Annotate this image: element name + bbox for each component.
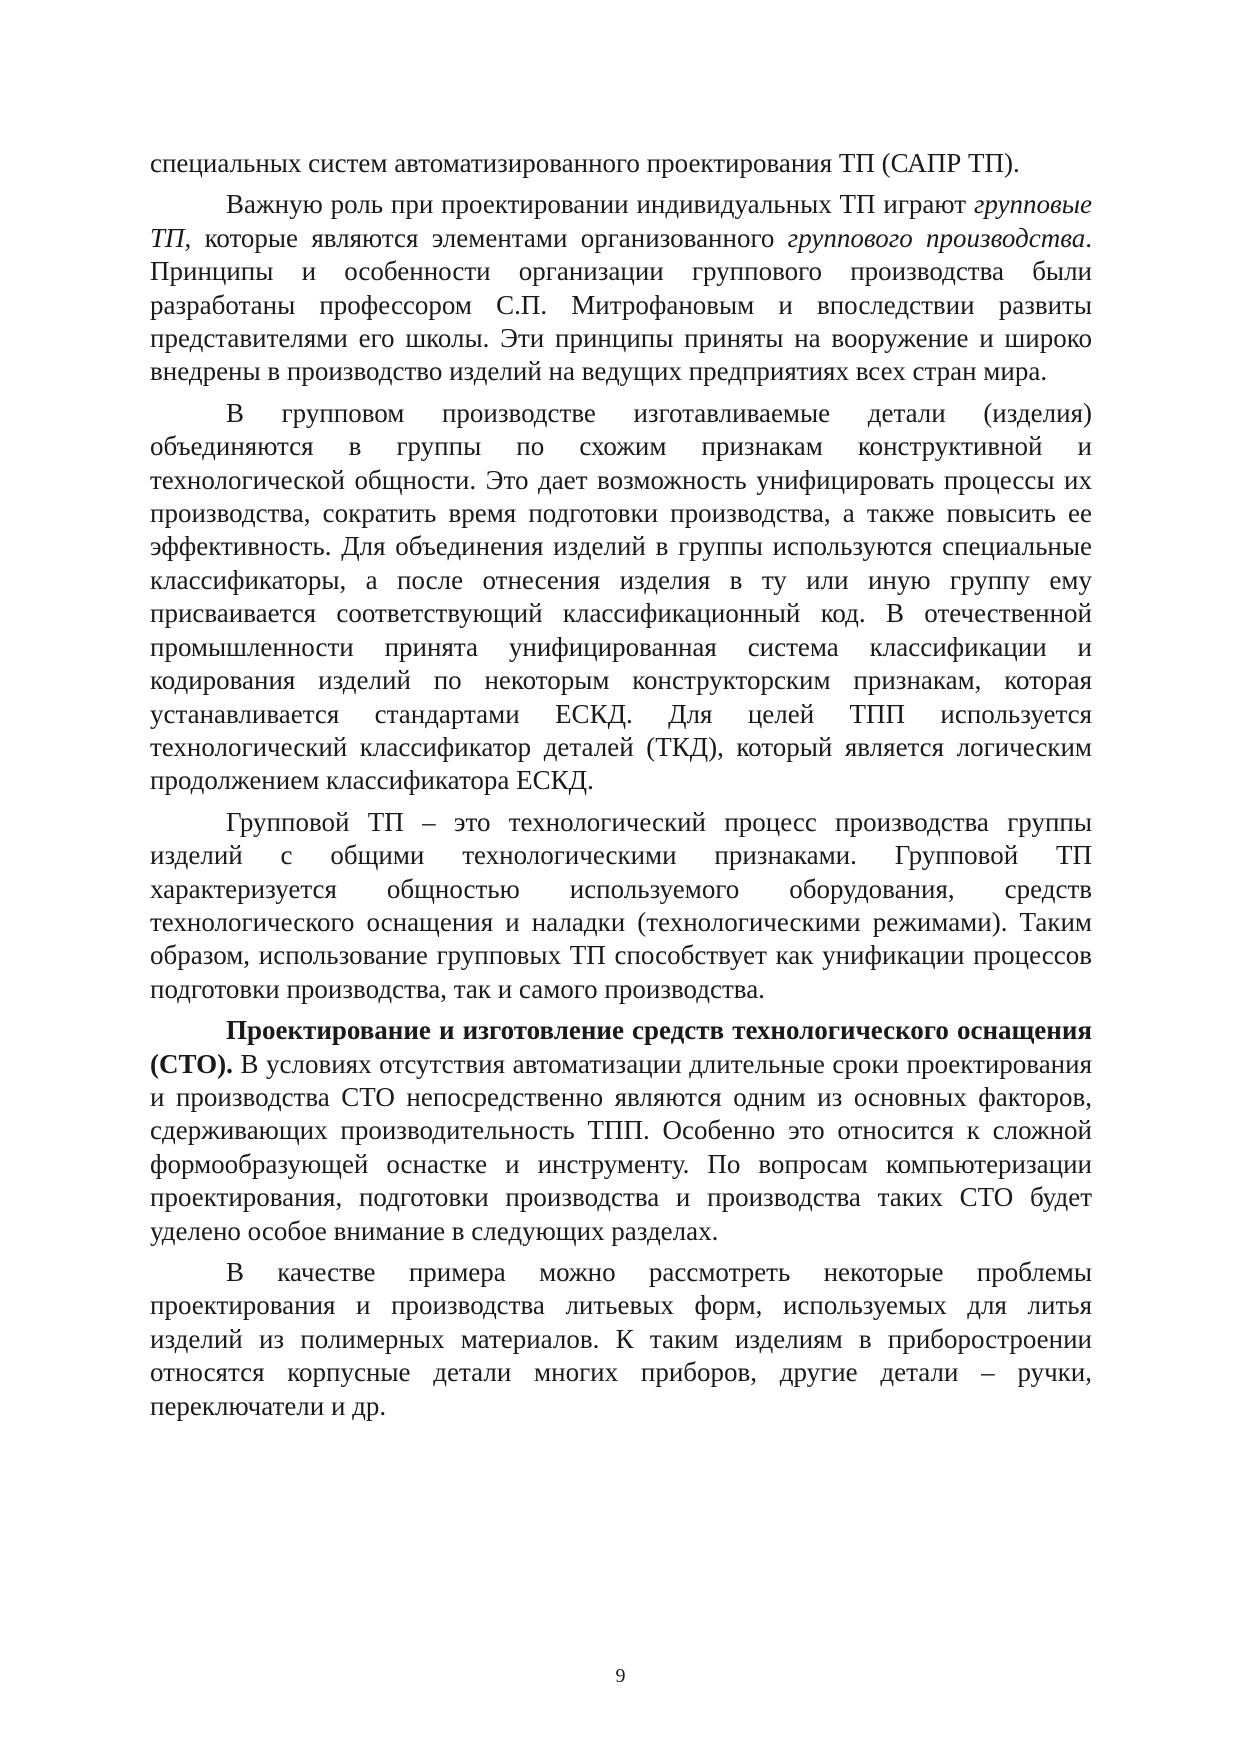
paragraph-text: Важную роль при проектировании индивидуальных ТП играют [226,189,974,220]
paragraph-sto [150,1014,1092,1248]
paragraph-group-tp-definition [150,806,1092,1006]
paragraph-text: В качестве примера можно рассмотреть некоторые проблемы проектирования и производства литьевых форм, используемых для литья изделий из полимерных материалов. К таким изделиям в приборостроении относятся корпусные детали многих приборов, другие детали – ручки, переключатели и др. [150,1257,1092,1421]
body-text [150,147,1092,1423]
italic-term-group-tp: групповые ТП [150,189,1092,253]
paragraph-text: специальных систем автоматизированного проектирования ТП (САПР ТП). [150,148,1020,178]
paragraph-group-production [150,397,1092,798]
paragraph-molds-example [150,1256,1092,1423]
paragraph-text: , которые являются элементами организованного [184,222,788,253]
paragraph-text: В групповом производстве изготавливаемые детали (изделия) объединяются в группы по схожим признакам конструктивной и технологической общности. Это дает возможность унифицировать процессы их производства, сократить время подготовки производства, а также повысить ее эффективность. Для объединения изделий в группы используются специальные классификаторы, а после отнесения изделия в ту или иную группу ему присваивается соответствующий классификационный код. В отечественной промышленности принята унифицированная система классификации и кодирования изделий по некоторым конструкторским признакам, которая устанавливается стандартами ЕСКД. Для целей ТПП используется технологический классификатор деталей (ТКД), который является логическим продолжением классификатора ЕСКД. [150,397,1092,796]
paragraph-continuation [150,147,1092,180]
paragraph-text: . Принципы и особенности организации группового производства были разработаны профессором С.П. Митрофановым и впоследствии развиты представителями его школы. Эти принципы приняты на вооружение и широко внедрены в производство изделий на ведущих предприятиях всех стран мира. [150,222,1093,387]
italic-term-group-production: группового производства [787,222,1086,253]
paragraph-text: В условиях отсутствия автоматизации длительные сроки проектирования и производства СТО непосредственно являются одним из основных факторов, сдерживающих производительность ТПП. Особенно это относится к сложной формообразующей оснастке и инструменту. По вопросам компьютеризации проектирования, подготовки производства и производства таких СТО будет уделено особое внимание в следующих разделах. [150,1048,1092,1246]
page-number: 9 [615,1665,626,1687]
section-heading: Проектирование и изготовление средств технологического оснащения (СТО). [150,1015,1092,1079]
paragraph-text: Групповой ТП – это технологический процесс производства группы изделий с общими технологическими признаками. Групповой ТП характеризуется общностью используемого оборудования, средств технологического оснащения и наладки (технологическими режимами). Таким образом, использование групповых ТП способствует как унификации процессов подготовки производства, так и самого производства. [150,806,1092,1004]
paragraph-group-tp-role [150,188,1092,388]
